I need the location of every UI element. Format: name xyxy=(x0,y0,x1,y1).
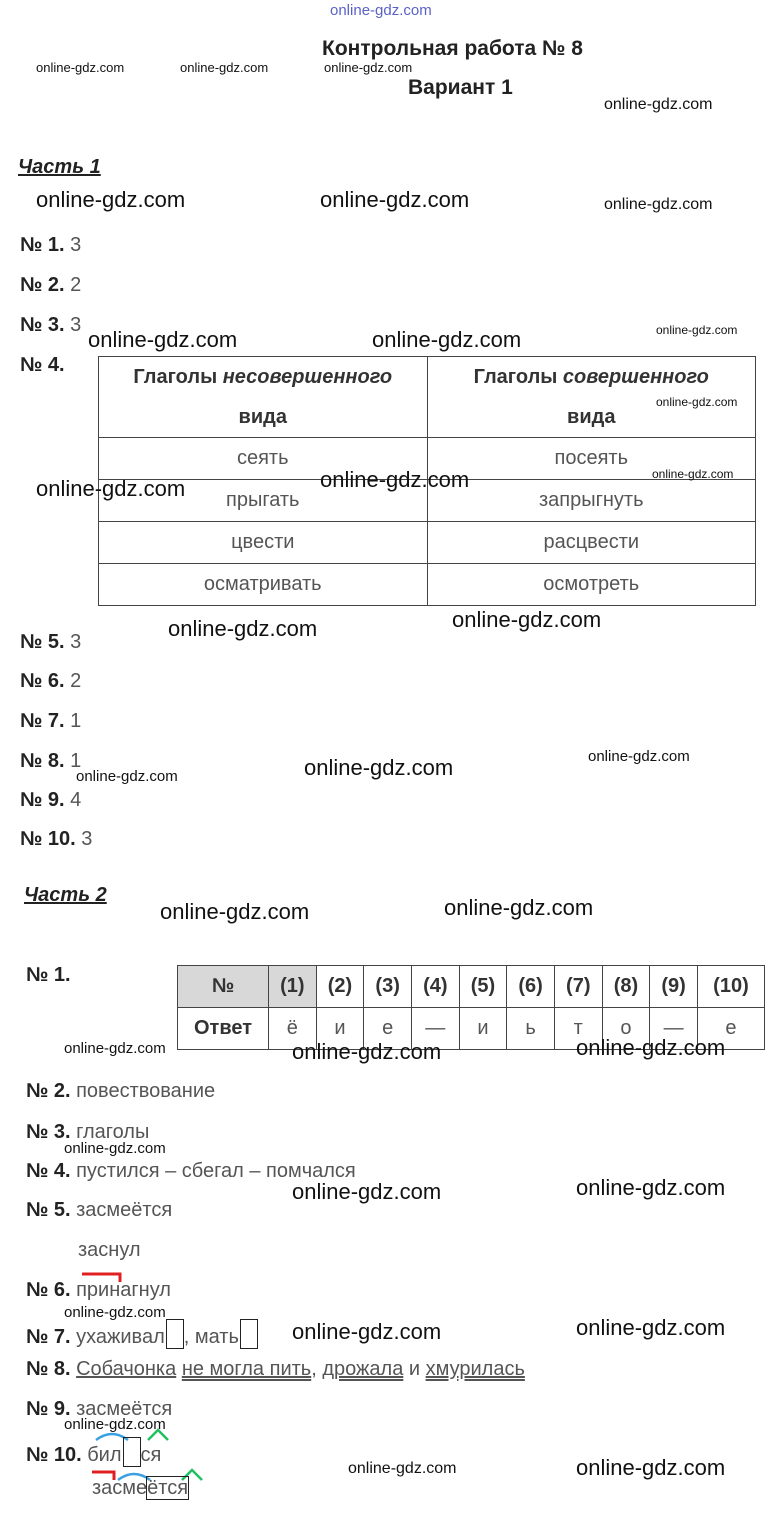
sentence-predicate: не могла пить xyxy=(181,1358,312,1380)
answer-3 xyxy=(20,314,81,337)
watermark: online-gdz.com xyxy=(604,96,713,113)
table-cell: № xyxy=(178,966,269,1008)
answer-value: глаголы xyxy=(76,1121,150,1143)
answer-value: засме xyxy=(92,1477,148,1499)
p2-answer-10 xyxy=(26,1437,161,1467)
watermark: online-gdz.com xyxy=(36,476,186,501)
watermark: online-gdz.com xyxy=(372,327,522,352)
watermark: online-gdz.com xyxy=(76,768,178,785)
watermark: online-gdz.com xyxy=(576,1035,726,1060)
table-row xyxy=(178,966,765,1008)
answer-label: № 2. xyxy=(26,1080,71,1102)
table-cell: и xyxy=(316,1008,364,1050)
table-row xyxy=(99,522,756,564)
sentence-predicate: хмурилась xyxy=(425,1358,525,1380)
answer-label: № 10. xyxy=(26,1444,82,1466)
table-cell: и xyxy=(459,1008,507,1050)
p2-answer-5-line2 xyxy=(78,1239,141,1262)
answer-label: № 4. xyxy=(26,1160,71,1182)
answer-label: № 2. xyxy=(20,274,65,296)
watermark: online-gdz.com xyxy=(320,467,470,492)
table-cell: посеять xyxy=(427,438,756,480)
answer-label: № 5. xyxy=(26,1199,71,1221)
answer-4 xyxy=(20,354,65,377)
table-cell: (10) xyxy=(697,966,764,1008)
answer-6 xyxy=(20,670,81,693)
table-cell: — xyxy=(411,1008,459,1050)
watermark: online-gdz.com xyxy=(64,1140,166,1157)
answer-value: повествование xyxy=(76,1080,216,1102)
ending-box-icon xyxy=(240,1319,258,1349)
watermark: online-gdz.com xyxy=(64,1304,166,1321)
answer-label: № 6. xyxy=(20,670,65,692)
answer-2 xyxy=(20,274,81,297)
table-cell: (5) xyxy=(459,966,507,1008)
sentence-separator: , xyxy=(311,1358,323,1380)
answer-value: засмеётся xyxy=(76,1398,173,1420)
watermark: online-gdz.com xyxy=(604,196,713,213)
variant-title: Вариант 1 xyxy=(408,76,513,99)
watermark: online-gdz.com xyxy=(160,899,310,924)
header-text: вида xyxy=(238,406,287,428)
watermark-top: online-gdz.com xyxy=(330,2,432,19)
table-cell: (9) xyxy=(650,966,698,1008)
column-header-imperfective xyxy=(99,357,428,438)
answer-value: пустился – сбегал – помчался xyxy=(76,1160,356,1182)
watermark: online-gdz.com xyxy=(88,327,238,352)
answer-9 xyxy=(20,789,81,812)
answer-label: № 4. xyxy=(20,354,65,376)
answer-value: 3 xyxy=(70,314,82,336)
answer-value: , мать xyxy=(183,1326,239,1348)
answer-1 xyxy=(20,234,81,257)
answer-value: 1 xyxy=(70,710,82,732)
p2-answer-8 xyxy=(26,1358,525,1381)
table-cell: ё xyxy=(269,1008,317,1050)
watermark: online-gdz.com xyxy=(304,755,454,780)
answer-label: № 5. xyxy=(20,631,65,653)
table-cell: е xyxy=(364,1008,412,1050)
sentence-subject: Собачонка xyxy=(76,1358,177,1380)
watermark: online-gdz.com xyxy=(652,467,734,481)
watermark: online-gdz.com xyxy=(588,748,690,765)
table-cell: (7) xyxy=(554,966,602,1008)
table-cell: осматривать xyxy=(99,564,428,606)
answer-10 xyxy=(20,828,92,851)
answer-value: ётся xyxy=(147,1477,189,1499)
table-cell: сеять xyxy=(99,438,428,480)
table-cell: запрыгнуть xyxy=(427,480,756,522)
p2-answer-10-line2 xyxy=(92,1477,188,1500)
answer-value: заснул xyxy=(78,1239,141,1261)
answer-value: 2 xyxy=(70,274,82,296)
p2-answer-7 xyxy=(26,1319,258,1349)
watermark: online-gdz.com xyxy=(168,616,318,641)
ending-box-icon xyxy=(123,1437,141,1467)
watermark: online-gdz.com xyxy=(64,1040,166,1057)
answer-label: № 8. xyxy=(20,750,65,772)
sentence-predicate: дрожала xyxy=(322,1358,404,1380)
watermark: online-gdz.com xyxy=(180,60,269,75)
table-cell: осмотреть xyxy=(427,564,756,606)
table-cell: Ответ xyxy=(178,1008,269,1050)
p2-answer-5 xyxy=(26,1199,172,1222)
answer-value: 2 xyxy=(70,670,82,692)
answer-label: № 7. xyxy=(20,710,65,732)
table-cell: (4) xyxy=(411,966,459,1008)
answer-label: № 3. xyxy=(20,314,65,336)
table-cell: расцвести xyxy=(427,522,756,564)
watermark: online-gdz.com xyxy=(656,395,738,409)
answer-label: № 9. xyxy=(20,789,65,811)
answer-value: 3 xyxy=(70,234,82,256)
answer-value: 3 xyxy=(70,631,82,653)
p2-answer-6 xyxy=(26,1279,171,1302)
watermark: online-gdz.com xyxy=(320,187,470,212)
table-cell: е xyxy=(697,1008,764,1050)
header-emphasis: совершенного xyxy=(562,366,709,388)
watermark: online-gdz.com xyxy=(36,60,125,75)
watermark: online-gdz.com xyxy=(576,1175,726,1200)
watermark: online-gdz.com xyxy=(324,60,413,75)
answer-value: 1 xyxy=(70,750,82,772)
watermark: online-gdz.com xyxy=(452,607,602,632)
table-cell: (2) xyxy=(316,966,364,1008)
table-cell: о xyxy=(602,1008,650,1050)
watermark: online-gdz.com xyxy=(292,1039,442,1064)
answer-label: № 1. xyxy=(26,964,71,986)
watermark: online-gdz.com xyxy=(292,1179,442,1204)
answer-value: 3 xyxy=(81,828,93,850)
watermark: online-gdz.com xyxy=(64,1416,166,1433)
page-title: Контрольная работа № 8 xyxy=(322,37,583,60)
watermark: online-gdz.com xyxy=(36,187,186,212)
answer-label: № 10. xyxy=(20,828,76,850)
table-cell: (6) xyxy=(507,966,555,1008)
part2-heading: Часть 2 xyxy=(24,884,107,906)
answer-label: № 9. xyxy=(26,1398,71,1420)
table-cell: (3) xyxy=(364,966,412,1008)
watermark: online-gdz.com xyxy=(576,1315,726,1340)
watermark: online-gdz.com xyxy=(292,1319,442,1344)
watermark: online-gdz.com xyxy=(444,895,594,920)
ending-box-icon xyxy=(166,1319,184,1349)
table-cell: (1) xyxy=(269,966,317,1008)
p2-answer-2 xyxy=(26,1080,215,1103)
watermark: online-gdz.com xyxy=(576,1455,726,1480)
table-cell: прыгать xyxy=(99,480,428,522)
answer-value: засмеётся xyxy=(76,1199,173,1221)
watermark: online-gdz.com xyxy=(348,1460,457,1477)
answer-label: № 6. xyxy=(26,1279,71,1301)
table-cell: цвести xyxy=(99,522,428,564)
answer-5 xyxy=(20,631,81,654)
answer-label: № 3. xyxy=(26,1121,71,1143)
table-cell: ь xyxy=(507,1008,555,1050)
answer-7 xyxy=(20,710,81,733)
answer-value: ухаживал xyxy=(76,1326,165,1348)
watermark: online-gdz.com xyxy=(656,323,738,337)
sentence-separator: и xyxy=(403,1358,426,1380)
p2-answer-1 xyxy=(26,964,71,987)
header-emphasis: несовершенного xyxy=(222,366,393,388)
header-text: Глаголы xyxy=(133,366,223,388)
table-cell: т xyxy=(554,1008,602,1050)
table-cell: — xyxy=(650,1008,698,1050)
answer-label: № 8. xyxy=(26,1358,71,1380)
answer-label: № 1. xyxy=(20,234,65,256)
table-cell: (8) xyxy=(602,966,650,1008)
answer-value: бил xyxy=(87,1444,122,1466)
answer-8 xyxy=(20,750,81,773)
part1-heading: Часть 1 xyxy=(18,156,101,178)
table-row xyxy=(99,564,756,606)
header-text: вида xyxy=(567,406,616,428)
answer-value: 4 xyxy=(70,789,82,811)
answer-value: принагнул xyxy=(76,1279,171,1301)
answer-value: ся xyxy=(140,1444,162,1466)
header-text: Глаголы xyxy=(473,366,563,388)
answer-label: № 7. xyxy=(26,1326,71,1348)
